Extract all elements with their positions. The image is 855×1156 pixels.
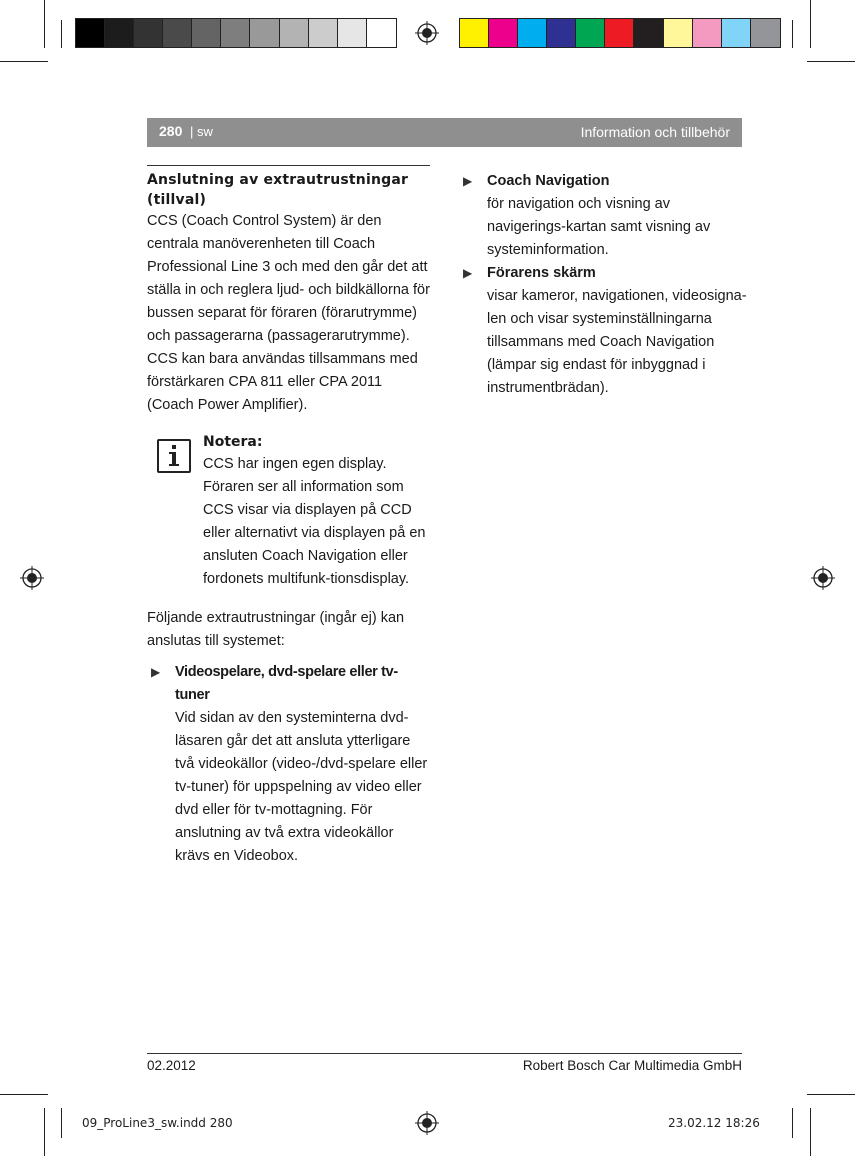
list-item-text: visar kameror, navigationen, videosigna-len och visar systeminställningarna tillsammans med Coach Navigation (lämpar sig endast för inbyggnad i instrumentbrädan).	[487, 288, 747, 396]
right-column	[459, 170, 749, 400]
footer-date: 02.2012	[147, 1058, 196, 1073]
crop-mark-inner-tr	[792, 20, 793, 48]
list-item	[147, 661, 432, 868]
list-item-text: för navigation och visning av navigerings-kartan samt visning av systeminformation.	[487, 196, 711, 258]
note-title: Notera:	[203, 434, 263, 450]
page-number: 280	[159, 123, 183, 139]
process-color-swatch	[489, 19, 518, 47]
list-item-title: Videospelare, dvd-spelare eller tv-tuner	[175, 664, 398, 703]
left-column	[147, 170, 432, 868]
list-intro: Följande extrautrustningar (ingår ej) kan anslutas till systemet:	[147, 610, 405, 649]
intro-paragraph: CCS (Coach Control System) är den centrala manöverenheten till Coach Professional Line 3 och med den går det att ställa in och reglera ljud- och bildkällorna för bussen separat för föraren (förarutrymme) och passagerarna (passagerarutrymme).	[147, 213, 430, 344]
intro-paragraph-2: CCS kan bara användas tillsammans med förstärkaren CPA 811 eller CPA 2011 (Coach Power Amplifier).	[147, 351, 418, 413]
crop-mark-bottom-right-h	[807, 1094, 855, 1095]
process-color-swatch	[605, 19, 634, 47]
triangle-right-icon: ▶	[151, 665, 161, 679]
section-heading: Anslutning av extrautrustningar (tillval)	[147, 172, 409, 208]
process-color-swatch	[460, 19, 489, 47]
process-color-swatch	[576, 19, 605, 47]
heading-rule	[147, 165, 430, 166]
process-color-swatch	[664, 19, 693, 47]
registration-mark-icon	[811, 566, 835, 590]
list-item-title: Förarens skärm	[487, 265, 596, 281]
section-title: Information och tillbehör	[580, 124, 730, 140]
note-text: CCS har ingen egen display. Föraren ser all information som CCS visar via displayen på CCD eller alternativt via displayen på en ansluten Coach Navigation eller fordonets multifunk-tionsdisplay.	[203, 456, 426, 587]
registration-mark-icon	[415, 1111, 439, 1135]
crop-mark-top-right-h	[807, 61, 855, 62]
crop-mark-inner-bl	[61, 1108, 62, 1138]
list-item	[459, 262, 749, 400]
process-color-bar	[459, 18, 781, 48]
page-header	[147, 118, 742, 147]
gray-swatch	[367, 19, 396, 47]
crop-mark-inner-tl	[61, 20, 62, 48]
registration-mark-icon	[20, 566, 44, 590]
process-color-swatch	[693, 19, 722, 47]
crop-mark-top-left-h	[0, 61, 48, 62]
process-color-swatch	[634, 19, 663, 47]
crop-mark-bottom-right-v	[810, 1108, 811, 1156]
process-color-swatch	[751, 19, 780, 47]
crop-mark-bottom-left-h	[0, 1094, 48, 1095]
slug-file: 09_ProLine3_sw.indd 280	[82, 1116, 233, 1130]
gray-swatch	[280, 19, 309, 47]
crop-mark-top-right-v	[810, 0, 811, 48]
footer-rule	[147, 1053, 742, 1054]
gray-swatch	[76, 19, 105, 47]
gray-swatch	[134, 19, 163, 47]
slug-datetime: 23.02.12 18:26	[668, 1116, 760, 1130]
list-item-title: Coach Navigation	[487, 173, 610, 189]
gray-swatch	[221, 19, 250, 47]
gray-swatch	[105, 19, 134, 47]
process-color-swatch	[722, 19, 751, 47]
info-i-icon	[157, 439, 191, 473]
footer-publisher: Robert Bosch Car Multimedia GmbH	[522, 1058, 742, 1073]
gray-swatch	[163, 19, 192, 47]
gray-swatch	[309, 19, 338, 47]
process-color-swatch	[547, 19, 576, 47]
language-code: | sw	[190, 124, 213, 139]
gray-scale-bar	[75, 18, 397, 48]
crop-mark-bottom-left-v	[44, 1108, 45, 1156]
list-item-text: Vid sidan av den systeminterna dvd-läsaren går det att ansluta ytterligare två videokällor (video-/dvd-spelare eller tv-tuner) för uppspelning av video eller dvd eller för tv-mottagning. För anslutning av två extra videokällor krävs en Videobox.	[175, 710, 428, 864]
list-item	[459, 170, 749, 262]
gray-swatch	[192, 19, 221, 47]
process-color-swatch	[518, 19, 547, 47]
triangle-right-icon: ▶	[463, 174, 473, 188]
gray-swatch	[250, 19, 279, 47]
crop-mark-inner-br	[792, 1108, 793, 1138]
registration-mark-icon	[415, 21, 439, 45]
note-box	[147, 431, 432, 591]
crop-mark-top-left-v	[44, 0, 45, 48]
triangle-right-icon: ▶	[463, 266, 473, 280]
gray-swatch	[338, 19, 367, 47]
